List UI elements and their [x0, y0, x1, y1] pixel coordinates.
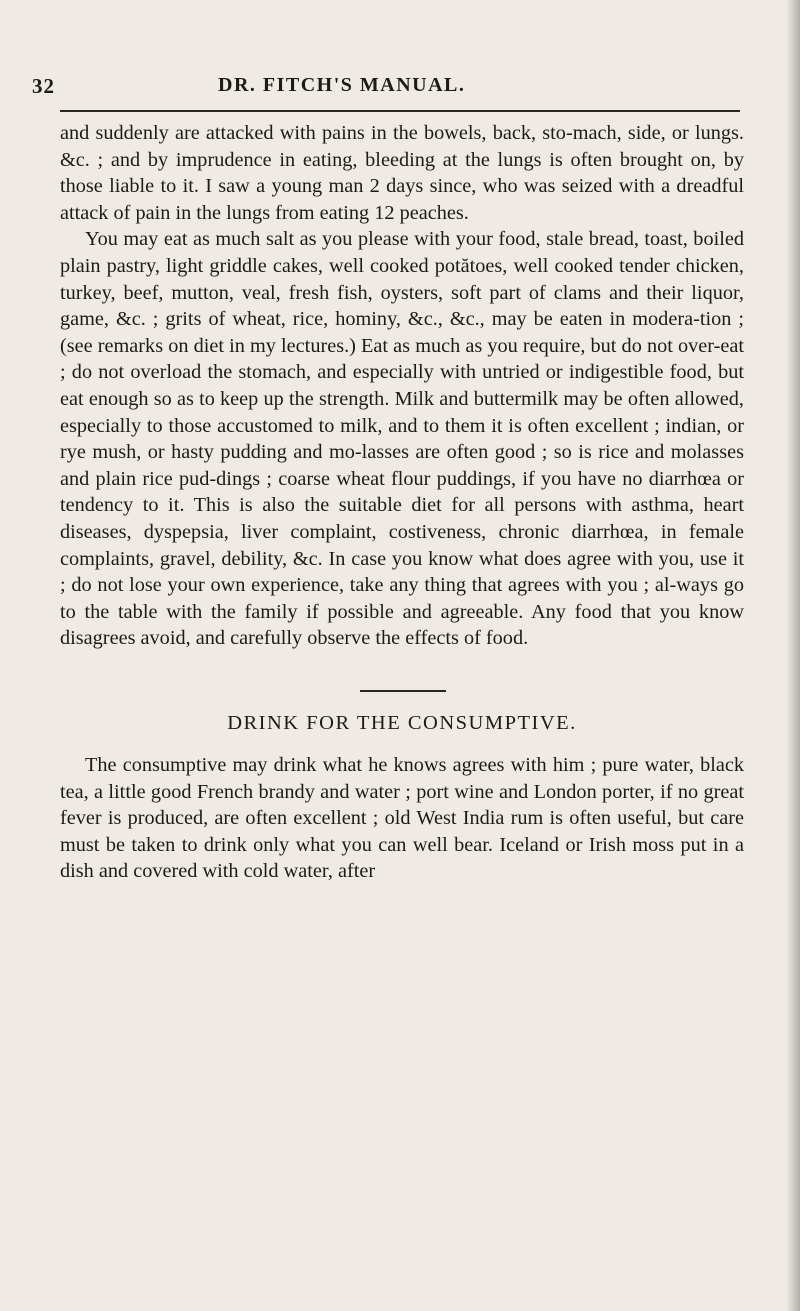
- section-divider-rule: [360, 690, 446, 692]
- page-header: [0, 72, 800, 106]
- header-rule: [60, 110, 740, 112]
- page-edge-shadow: [786, 0, 800, 1311]
- paragraph-diet: You may eat as much salt as you please with your food, stale bread, toast, boiled plain pastry, light griddle cakes, well cooked potătoes, well cooked tender chicken, turkey, beef, mutton, veal, fresh fish, oysters, soft part of clams and their liquor, game, &c. ; grits of wheat, rice, hominy, &c., &c., may be eaten in modera-tion ; (see remarks on diet in my lectures.) Eat as much as you require, but do not over-eat ; do not overload the stomach, and especially with untried or indigestible food, but eat enough so as to keep up the strength. Milk and buttermilk may be often allowed, especially to those accustomed to milk, and to them it is often excellent ; indian, or rye mush, or hasty pudding and mo-lasses are often good ; so is rice and molasses and plain rice pud-dings ; coarse wheat flour puddings, if you have no diarrhœa or tendency to it. This is also the suitable diet for all persons with asthma, heart diseases, dyspepsia, liver complaint, costiveness, chronic diarrhœa, in female complaints, gravel, debility, &c. In case you know what does agree with you, use it ; do not lose your own experience, take any thing that agrees with you ; al-ways go to the table with the family if possible and agreeable. Any food that you know disagrees avoid, and carefully observe the effects of food.: [60, 228, 744, 650]
- paragraph-continuation: and suddenly are attacked with pains in the bowels, back, sto-mach, side, or lungs. &c. ; and by imprudence in eating, bleeding at the lungs is often brought on, by those liable to it. I saw a young man 2 days since, who was seized with a dreadful attack of pain in the lungs from eating 12 peaches.: [60, 122, 744, 224]
- body-text: [60, 120, 744, 652]
- section-paragraph: The consumptive may drink what he knows agrees with him ; pure water, black tea, a little good French brandy and water ; port wine and London porter, if no great fever is produced, are often excellent ; old West India rum is often useful, but care must be taken to drink only what you can well bear. Iceland or Irish moss put in a dish and covered with cold water, after: [60, 754, 744, 883]
- section-heading: DRINK FOR THE CONSUMPTIVE.: [227, 712, 577, 734]
- page-number: 32: [32, 74, 55, 98]
- running-head: DR. FITCH'S MANUAL.: [218, 74, 466, 96]
